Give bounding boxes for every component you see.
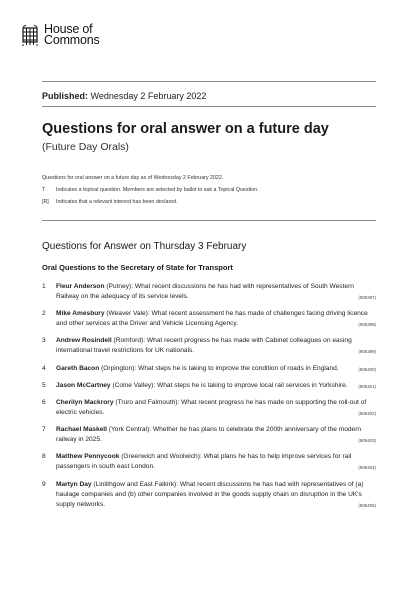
constituency: (Orpington):: [99, 364, 139, 372]
logo-line2: Commons: [44, 33, 100, 47]
question-body: [56, 336, 376, 357]
question-text: What steps he is taking to improve local rail services in Yorkshire.: [157, 381, 348, 389]
constituency: (Weaver Vale):: [104, 310, 152, 318]
question-ref: (905400): [358, 366, 376, 372]
intro-block: [42, 172, 376, 208]
member-name: Gareth Bacon: [56, 364, 100, 372]
question-text: What steps he is taking to improve the condition of roads in England.: [138, 364, 339, 372]
question-number: 1: [42, 283, 46, 290]
question-body: [56, 480, 376, 511]
intro-line: Questions for oral answer on a future day as of Wednesday 2 February 2022.: [42, 175, 224, 181]
list-item: [42, 381, 376, 392]
divider-published: [42, 106, 376, 107]
question-body: [56, 425, 376, 446]
constituency: (Putney):: [104, 283, 135, 290]
divider-section: [42, 220, 376, 221]
question-ref: (905401): [358, 383, 376, 389]
question-number: 3: [42, 337, 46, 345]
note-text: Indicates that a relevant interest has been declared.: [56, 199, 178, 205]
question-text: Whether he has plans to celebrate the 200th anniversary of the modern railway in 2025.: [56, 426, 362, 444]
note-topical: [42, 184, 376, 196]
constituency: (Romford):: [111, 337, 147, 345]
question-body: [56, 364, 376, 375]
question-number: 9: [42, 480, 46, 488]
question-body: [56, 309, 376, 330]
constituency: (Greenwich and Woolwich):: [119, 453, 204, 461]
question-number: 8: [42, 453, 46, 461]
member-name: Andrew Rosindell: [56, 337, 112, 345]
section-subheading: Oral Questions to the Secretary of State for Transport: [42, 263, 233, 272]
divider-top: [42, 81, 376, 82]
question-ref: (905398): [358, 322, 376, 328]
list-item: [42, 425, 376, 446]
constituency: (Linlithgow and East Falkirk):: [91, 480, 180, 488]
question-ref: (905404): [358, 465, 376, 471]
question-text: What plans he has to help improve services for rail passengers in south east London.: [56, 453, 352, 471]
question-ref: (905403): [358, 438, 376, 444]
list-item: [42, 452, 376, 473]
question-number: 6: [42, 398, 46, 406]
question-body: [56, 381, 376, 392]
note-mark: [R]: [42, 199, 49, 205]
question-text: What recent assessment he has made of challenges facing driving licence and other services at the Driver and Vehicle Licensing Agency.: [56, 310, 368, 328]
member-name: Martyn Day: [56, 480, 92, 488]
question-text: What recent progress he has made on supporting the roll-out of electric vehicles.: [56, 398, 367, 416]
constituency: (York Central):: [106, 426, 153, 434]
published-date: Wednesday 2 February 2022: [90, 91, 207, 101]
member-name: Rachael Maskell: [56, 426, 107, 434]
published-label: Published:: [42, 91, 89, 101]
member-name: Cherilyn Mackrory: [56, 398, 114, 406]
constituency: (Truro and Falmouth):: [113, 398, 182, 406]
questions-list: [42, 282, 376, 517]
page-subtitle: (Future Day Orals): [42, 141, 129, 153]
question-number: 7: [42, 426, 46, 434]
member-name: Jason McCartney: [56, 381, 111, 389]
published-line: [42, 91, 206, 101]
question-number: 5: [42, 381, 46, 389]
note-text: Indicates a topical question. Members are selected by ballot to ask a Topical Question.: [56, 187, 259, 193]
question-number: 2: [42, 310, 46, 318]
portcullis-icon: [20, 24, 40, 46]
list-item: [42, 309, 376, 330]
list-item: [42, 480, 376, 511]
question-text: What recent discussions he has had with representatives of South Western Railway on the adequacy of its service levels.: [56, 283, 354, 300]
note-relevant-interest: [42, 196, 376, 208]
member-name: Mike Amesbury: [56, 310, 105, 318]
logo-wordmark: [44, 24, 100, 46]
question-text: What recent progress he has made with Cabinet colleagues on easing international travel restrictions for UK nationals.: [56, 337, 352, 355]
question-number: 4: [42, 364, 46, 372]
question-ref: (905397): [358, 295, 376, 300]
logo-line1: House of: [44, 22, 93, 36]
house-of-commons-logo: [20, 24, 100, 46]
note-mark: T: [42, 187, 46, 193]
list-item: [42, 336, 376, 357]
page-title: Questions for oral answer on a future day: [42, 121, 329, 137]
list-item: [42, 398, 376, 419]
question-body: [56, 398, 376, 419]
question-body: [56, 452, 376, 473]
question-ref: (905405): [358, 502, 376, 508]
list-item: [42, 282, 376, 303]
question-text: What recent discussions he has had with representatives of (a) haulage companies and (b) other companies involved in the goods supply chain on disruption in the UK's supply networks.: [56, 480, 364, 508]
list-item: [42, 364, 376, 375]
section-heading: Questions for Answer on Thursday 3 February: [42, 241, 247, 252]
question-ref: (905402): [358, 410, 376, 416]
constituency: (Colne Valley):: [110, 381, 158, 389]
question-ref: (905399): [358, 349, 376, 355]
question-body: [56, 282, 376, 303]
member-name: Fleur Anderson: [56, 283, 105, 290]
member-name: Matthew Pennycook: [56, 453, 120, 461]
